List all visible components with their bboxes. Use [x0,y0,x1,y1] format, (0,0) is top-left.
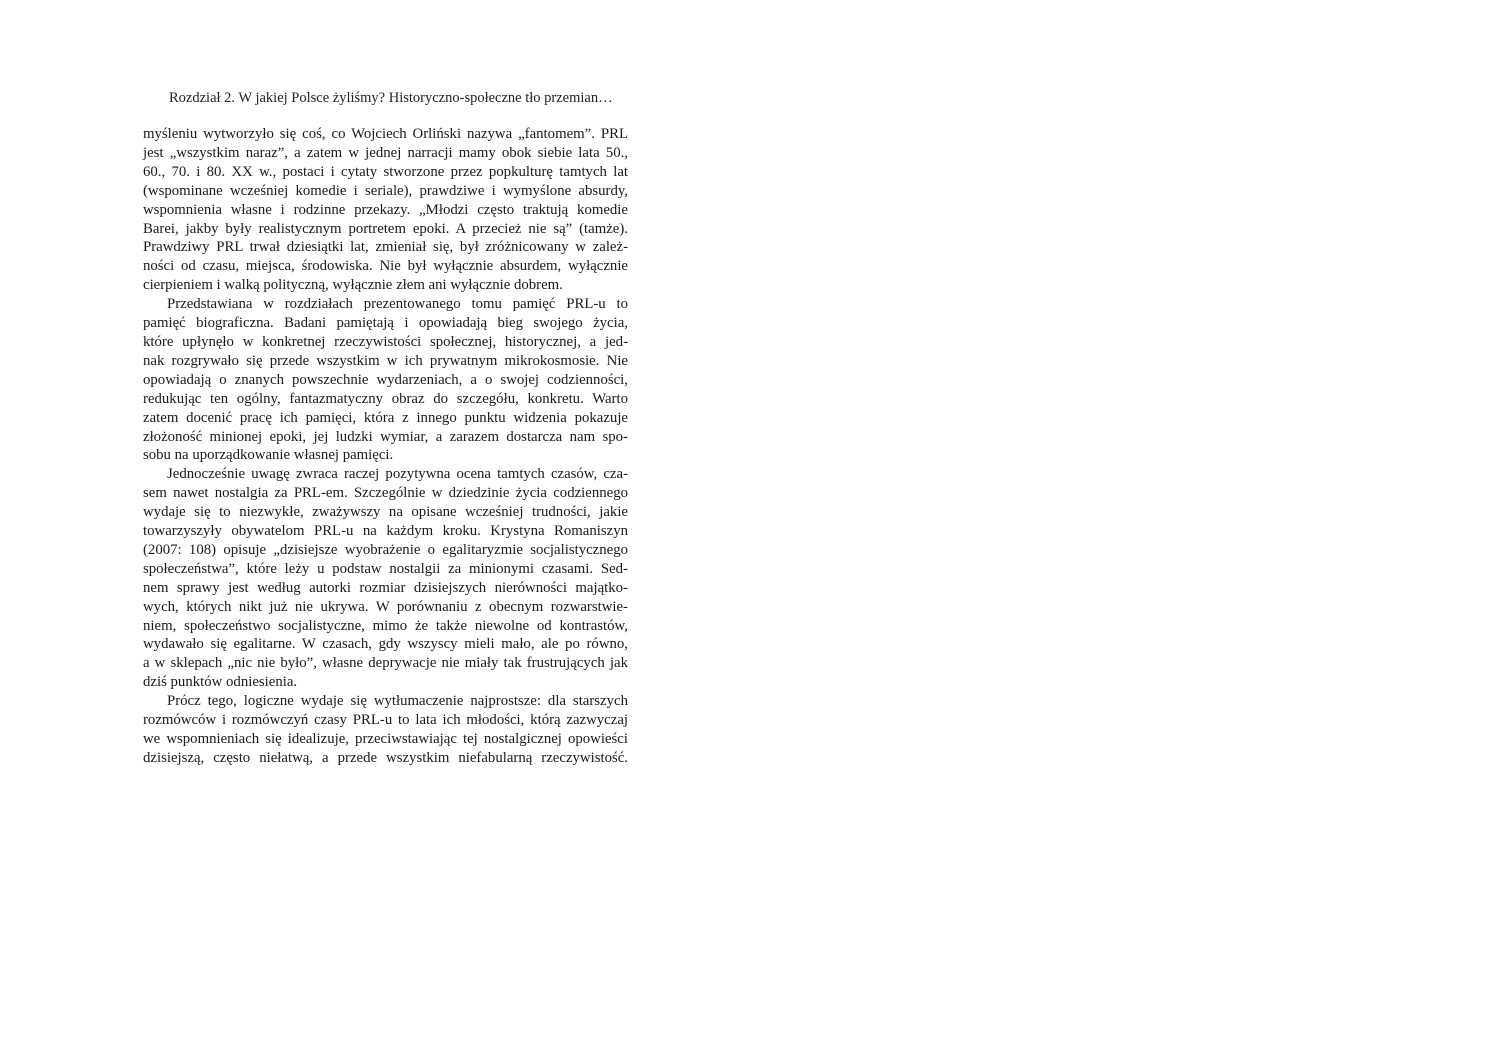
text-line: Prócz tego, logiczne wydaje się wytłumaczenie najprostsze: dla starszych [167,693,628,710]
text-line: a w sklepach „nic nie było”, własne deprywacje nie miały tak frustrujących jak [143,655,628,672]
text-line: opowiadają o znanych powszechnie wydarzeniach, a o swojej codzienności, [143,371,628,388]
text-line: Barei, jakby były realistycznym portretem epoki. A przecież nie są” (tamże). [143,220,628,237]
text-line: nem sprawy jest według autorki rozmiar dzisiejszych nierówności majątko- [143,579,628,596]
text-line: sem nawet nostalgia za PRL-em. Szczególnie w dziedzinie życia codziennego [143,485,628,502]
text-line: cierpieniem i walką polityczną, wyłącznie złem ani wyłącznie dobrem. [143,277,563,294]
text-line: pamięć biograficzna. Badani pamiętają i opowiadają bieg swojego życia, [143,315,628,332]
body-text [143,125,628,768]
text-line: jest „wszystkim naraz”, a zatem w jednej narracji mamy obok siebie lata 50., [143,144,628,161]
text-line: niem, społeczeństwo socjalistyczne, mimo że także niewolne od kontrastów, [143,617,628,634]
text-line: społeczeństwa”, które leży u podstaw nostalgii za minionymi czasami. Sed- [143,560,628,577]
text-line: wych, których nikt już nie ukrywa. W porównaniu z obecnym rozwarstwie- [143,598,628,615]
text-line: we wspomnieniach się idealizuje, przeciwstawiając tej nostalgicznej opowieści [143,731,628,747]
text-line: nak rozgrywało się przede wszystkim w ich prywatnym mikrokosmosie. Nie [143,352,628,369]
text-line: sobu na uporządkowanie własnej pamięci. [143,447,394,464]
text-line: towarzyszyły obywatelom PRL-u na każdym kroku. Krystyna Romaniszyn [143,523,628,540]
text-line: Prawdziwy PRL trwał dziesiątki lat, zmieniał się, był zróżnicowany w zależ- [143,239,628,256]
text-line: rozmówców i rozmówczyń czasy PRL-u to lata ich młodości, którą zazwyczaj [143,712,628,729]
text-line: które upłynęło w konkretnej rzeczywistości społecznej, historycznej, a jed- [143,333,628,350]
text-line: wydawało się egalitarne. W czasach, gdy wszyscy mieli mało, ale po równo, [143,636,628,653]
text-line: zatem docenić pracę ich pamięci, która z innego punktu widzenia pokazuje [143,409,628,426]
text-line: wspomnienia własne i rodzinne przekazy. „Młodzi często traktują komedie [143,201,628,218]
text-line: Jednocześnie uwagę zwraca raczej pozytywna ocena tamtych czasów, cza- [167,466,628,483]
running-head: Rozdział 2. W jakiej Polsce żyliśmy? Historyczno-społeczne tło przemian… [169,90,613,106]
text-line: złożoność minionej epoki, jej ludzki wymiar, a zarazem dostarcza nam spo- [143,428,628,445]
text-line: (2007: 108) opisuje „dzisiejsze wyobrażenie o egalitaryzmie socjalistycznego [143,541,628,558]
text-line: dziś punktów odniesienia. [143,674,298,691]
text-line: ności od czasu, miejsca, środowiska. Nie był wyłącznie absurdem, wyłącznie [143,258,628,275]
text-line: dzisiejszą, często niełatwą, a przede wszystkim niefabularną rzeczywistość. [143,749,628,766]
text-line: (wspominane wcześniej komedie i seriale), prawdziwe i wymyślone absurdy, [143,182,628,199]
text-line: 60., 70. i 80. XX w., postaci i cytaty stworzone przez popkulturę tamtych lat [143,163,628,180]
text-line: redukując ten ogólny, fantazmatyczny obraz do szczegółu, konkretu. Warto [143,390,628,407]
text-line: Przedstawiana w rozdziałach prezentowanego tomu pamięć PRL-u to [167,296,628,313]
text-line: wydaje się to niezwykłe, zważywszy na opisane wcześniej trudności, jakie [143,504,628,521]
text-line: myśleniu wytworzyło się coś, co Wojciech Orliński nazywa „fantomem”. PRL [143,126,628,142]
